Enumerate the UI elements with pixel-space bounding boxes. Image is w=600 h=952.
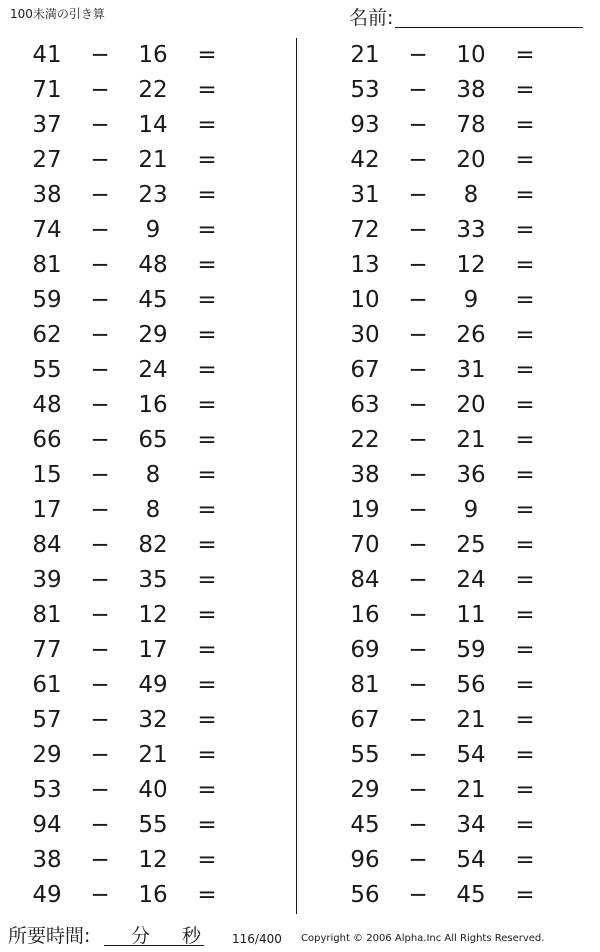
minuend: 29 [350,777,380,803]
minus-sign: − [408,847,428,873]
subtrahend: 9 [463,287,479,313]
minuend: 81 [350,672,380,698]
problem-row [0,773,260,808]
problem-row [318,738,578,773]
equals-sign: = [197,637,217,663]
minuend: 53 [350,77,380,103]
minuend: 38 [32,182,62,208]
minuend: 71 [32,77,62,103]
name-field[interactable] [395,7,583,28]
problem-row [318,528,578,563]
minus-sign: − [90,602,110,628]
minuend: 29 [32,742,62,768]
column-divider [296,38,297,914]
subtrahend: 8 [145,462,161,488]
subtrahend: 31 [456,357,486,383]
minus-sign: − [90,392,110,418]
minutes-unit: 分 [131,925,151,947]
minuend: 17 [32,497,62,523]
subtrahend: 8 [463,182,479,208]
equals-sign: = [197,322,217,348]
subtrahend: 21 [456,777,486,803]
equals-sign: = [197,567,217,593]
seconds-unit: 秒 [182,925,202,947]
minus-sign: − [90,42,110,68]
minus-sign: − [408,182,428,208]
equals-sign: = [515,707,535,733]
equals-sign: = [197,777,217,803]
minus-sign: − [90,217,110,243]
minus-sign: − [90,322,110,348]
minuend: 57 [32,707,62,733]
equals-sign: = [515,532,535,558]
equals-sign: = [197,462,217,488]
problem-row [0,248,260,283]
subtrahend: 16 [138,392,168,418]
subtrahend: 22 [138,77,168,103]
subtrahend: 36 [456,462,486,488]
subtrahend: 16 [138,42,168,68]
problem-row [0,633,260,668]
subtrahend: 17 [138,637,168,663]
subtrahend: 24 [138,357,168,383]
subtrahend: 35 [138,567,168,593]
equals-sign: = [197,252,217,278]
minus-sign: − [90,637,110,663]
equals-sign: = [515,672,535,698]
minuend: 21 [350,42,380,68]
subtrahend: 16 [138,882,168,908]
equals-sign: = [515,77,535,103]
problem-row [318,633,578,668]
problem-row [318,318,578,353]
equals-sign: = [197,882,217,908]
problem-row [0,283,260,318]
problem-row [318,773,578,808]
minuend: 48 [32,392,62,418]
minuend: 67 [350,707,380,733]
minuend: 38 [32,847,62,873]
minus-sign: − [90,812,110,838]
equals-sign: = [515,357,535,383]
minus-sign: − [408,42,428,68]
problem-row [0,808,260,843]
subtrahend: 56 [456,672,486,698]
right-problem-column [318,38,578,914]
problem-row [0,563,260,598]
minuend: 55 [32,357,62,383]
subtrahend: 12 [456,252,486,278]
minuend: 10 [350,287,380,313]
equals-sign: = [197,847,217,873]
minuend: 93 [350,112,380,138]
minus-sign: − [90,77,110,103]
equals-sign: = [515,392,535,418]
time-taken-label: 所要時間: [8,925,91,947]
minus-sign: − [408,322,428,348]
problem-row [318,563,578,598]
subtrahend: 45 [456,882,486,908]
minuend: 69 [350,637,380,663]
minus-sign: − [408,707,428,733]
minuend: 84 [32,532,62,558]
equals-sign: = [515,882,535,908]
minus-sign: − [408,217,428,243]
minus-sign: − [408,287,428,313]
equals-sign: = [197,672,217,698]
equals-sign: = [197,427,217,453]
equals-sign: = [515,42,535,68]
equals-sign: = [515,777,535,803]
equals-sign: = [515,217,535,243]
subtrahend: 11 [456,602,486,628]
minus-sign: − [90,707,110,733]
minus-sign: − [90,147,110,173]
minuend: 63 [350,392,380,418]
equals-sign: = [197,742,217,768]
minuend: 84 [350,567,380,593]
subtrahend: 8 [145,497,161,523]
minuend: 45 [350,812,380,838]
equals-sign: = [515,287,535,313]
minuend: 55 [350,742,380,768]
problem-row [318,178,578,213]
equals-sign: = [197,497,217,523]
equals-sign: = [515,602,535,628]
minuend: 81 [32,602,62,628]
minuend: 16 [350,602,380,628]
minus-sign: − [408,252,428,278]
problem-row [0,458,260,493]
minuend: 94 [32,812,62,838]
subtrahend: 12 [138,602,168,628]
equals-sign: = [515,427,535,453]
minus-sign: − [90,252,110,278]
minus-sign: − [90,497,110,523]
minuend: 70 [350,532,380,558]
subtrahend: 12 [138,847,168,873]
subtrahend: 54 [456,847,486,873]
problem-row [0,528,260,563]
problem-row [318,248,578,283]
problem-row [318,353,578,388]
problem-row [318,423,578,458]
minus-sign: − [408,812,428,838]
worksheet-title: 100未満の引き算 [10,7,105,21]
subtrahend: 24 [456,567,486,593]
problem-row [0,38,260,73]
problem-row [0,423,260,458]
problem-row [318,808,578,843]
problem-row [318,598,578,633]
equals-sign: = [197,532,217,558]
left-problem-column [0,38,260,914]
minuend: 42 [350,147,380,173]
equals-sign: = [515,742,535,768]
minus-sign: − [90,462,110,488]
subtrahend: 45 [138,287,168,313]
subtrahend: 21 [456,707,486,733]
minuend: 62 [32,322,62,348]
problem-row [318,458,578,493]
minus-sign: − [90,182,110,208]
equals-sign: = [515,812,535,838]
subtrahend: 20 [456,392,486,418]
equals-sign: = [197,182,217,208]
problem-row [0,73,260,108]
problem-row [318,108,578,143]
problem-row [318,73,578,108]
equals-sign: = [197,357,217,383]
subtrahend: 48 [138,252,168,278]
subtrahend: 21 [138,147,168,173]
minus-sign: − [408,637,428,663]
minus-sign: − [90,427,110,453]
equals-sign: = [197,217,217,243]
minuend: 39 [32,567,62,593]
problem-row [0,108,260,143]
subtrahend: 38 [456,77,486,103]
problem-row [318,38,578,73]
minus-sign: − [90,532,110,558]
subtrahend: 54 [456,742,486,768]
equals-sign: = [515,637,535,663]
subtrahend: 33 [456,217,486,243]
minus-sign: − [90,672,110,698]
minus-sign: − [90,882,110,908]
subtrahend: 9 [145,217,161,243]
problem-row [0,668,260,703]
subtrahend: 59 [456,637,486,663]
minus-sign: − [408,427,428,453]
subtrahend: 34 [456,812,486,838]
minuend: 59 [32,287,62,313]
problem-row [318,213,578,248]
subtrahend: 23 [138,182,168,208]
minuend: 30 [350,322,380,348]
equals-sign: = [515,847,535,873]
name-label: 名前: [349,7,394,29]
equals-sign: = [515,112,535,138]
minus-sign: − [408,392,428,418]
equals-sign: = [515,252,535,278]
minus-sign: − [408,77,428,103]
subtrahend: 14 [138,112,168,138]
minuend: 19 [350,497,380,523]
equals-sign: = [515,182,535,208]
subtrahend: 40 [138,777,168,803]
subtrahend: 10 [456,42,486,68]
minus-sign: − [408,112,428,138]
minuend: 53 [32,777,62,803]
minuend: 81 [32,252,62,278]
problem-row [318,703,578,738]
minus-sign: − [90,847,110,873]
equals-sign: = [197,42,217,68]
equals-sign: = [515,147,535,173]
subtrahend: 78 [456,112,486,138]
copyright-notice: Copyright © 2006 Alpha.Inc All Rights Reserved. [301,933,545,944]
equals-sign: = [197,392,217,418]
minuend: 72 [350,217,380,243]
equals-sign: = [197,812,217,838]
minus-sign: − [90,567,110,593]
minuend: 67 [350,357,380,383]
problem-row [0,213,260,248]
problem-row [318,878,578,913]
subtrahend: 26 [456,322,486,348]
problem-row [318,388,578,423]
problem-row [318,493,578,528]
equals-sign: = [197,707,217,733]
subtrahend: 29 [138,322,168,348]
minus-sign: − [90,742,110,768]
minus-sign: − [408,357,428,383]
problem-row [0,598,260,633]
problem-row [0,493,260,528]
subtrahend: 65 [138,427,168,453]
minuend: 27 [32,147,62,173]
minus-sign: − [408,532,428,558]
equals-sign: = [515,322,535,348]
problem-row [0,353,260,388]
subtrahend: 9 [463,497,479,523]
minuend: 13 [350,252,380,278]
minuend: 61 [32,672,62,698]
minuend: 96 [350,847,380,873]
name-area [349,5,583,31]
problem-row [0,318,260,353]
subtrahend: 20 [456,147,486,173]
minus-sign: − [90,357,110,383]
subtrahend: 82 [138,532,168,558]
subtrahend: 25 [456,532,486,558]
equals-sign: = [197,147,217,173]
equals-sign: = [515,497,535,523]
minus-sign: − [90,777,110,803]
minuend: 31 [350,182,380,208]
problem-row [318,283,578,318]
equals-sign: = [515,462,535,488]
minus-sign: − [408,462,428,488]
equals-sign: = [197,112,217,138]
subtrahend: 21 [138,742,168,768]
minuend: 15 [32,462,62,488]
minuend: 22 [350,427,380,453]
minuend: 77 [32,637,62,663]
minus-sign: − [408,147,428,173]
problem-row [318,668,578,703]
problem-row [0,388,260,423]
equals-sign: = [197,602,217,628]
minus-sign: − [90,287,110,313]
minus-sign: − [408,742,428,768]
problem-row [0,703,260,738]
minuend: 41 [32,42,62,68]
minus-sign: − [408,497,428,523]
subtrahend: 49 [138,672,168,698]
equals-sign: = [515,567,535,593]
minus-sign: − [408,777,428,803]
minus-sign: − [408,567,428,593]
problem-row [0,843,260,878]
problem-row [0,878,260,913]
equals-sign: = [197,287,217,313]
subtrahend: 55 [138,812,168,838]
problem-row [0,143,260,178]
problem-row [0,178,260,213]
minus-sign: − [90,112,110,138]
subtrahend: 21 [456,427,486,453]
footer [0,922,600,952]
minus-sign: − [408,882,428,908]
subtrahend: 32 [138,707,168,733]
problem-row [318,843,578,878]
minuend: 56 [350,882,380,908]
minuend: 38 [350,462,380,488]
minus-sign: − [408,602,428,628]
minuend: 49 [32,882,62,908]
problem-row [318,143,578,178]
page-number: 116/400 [232,932,282,946]
equals-sign: = [197,77,217,103]
problem-row [0,738,260,773]
minus-sign: − [408,672,428,698]
minuend: 74 [32,217,62,243]
minuend: 37 [32,112,62,138]
minuend: 66 [32,427,62,453]
